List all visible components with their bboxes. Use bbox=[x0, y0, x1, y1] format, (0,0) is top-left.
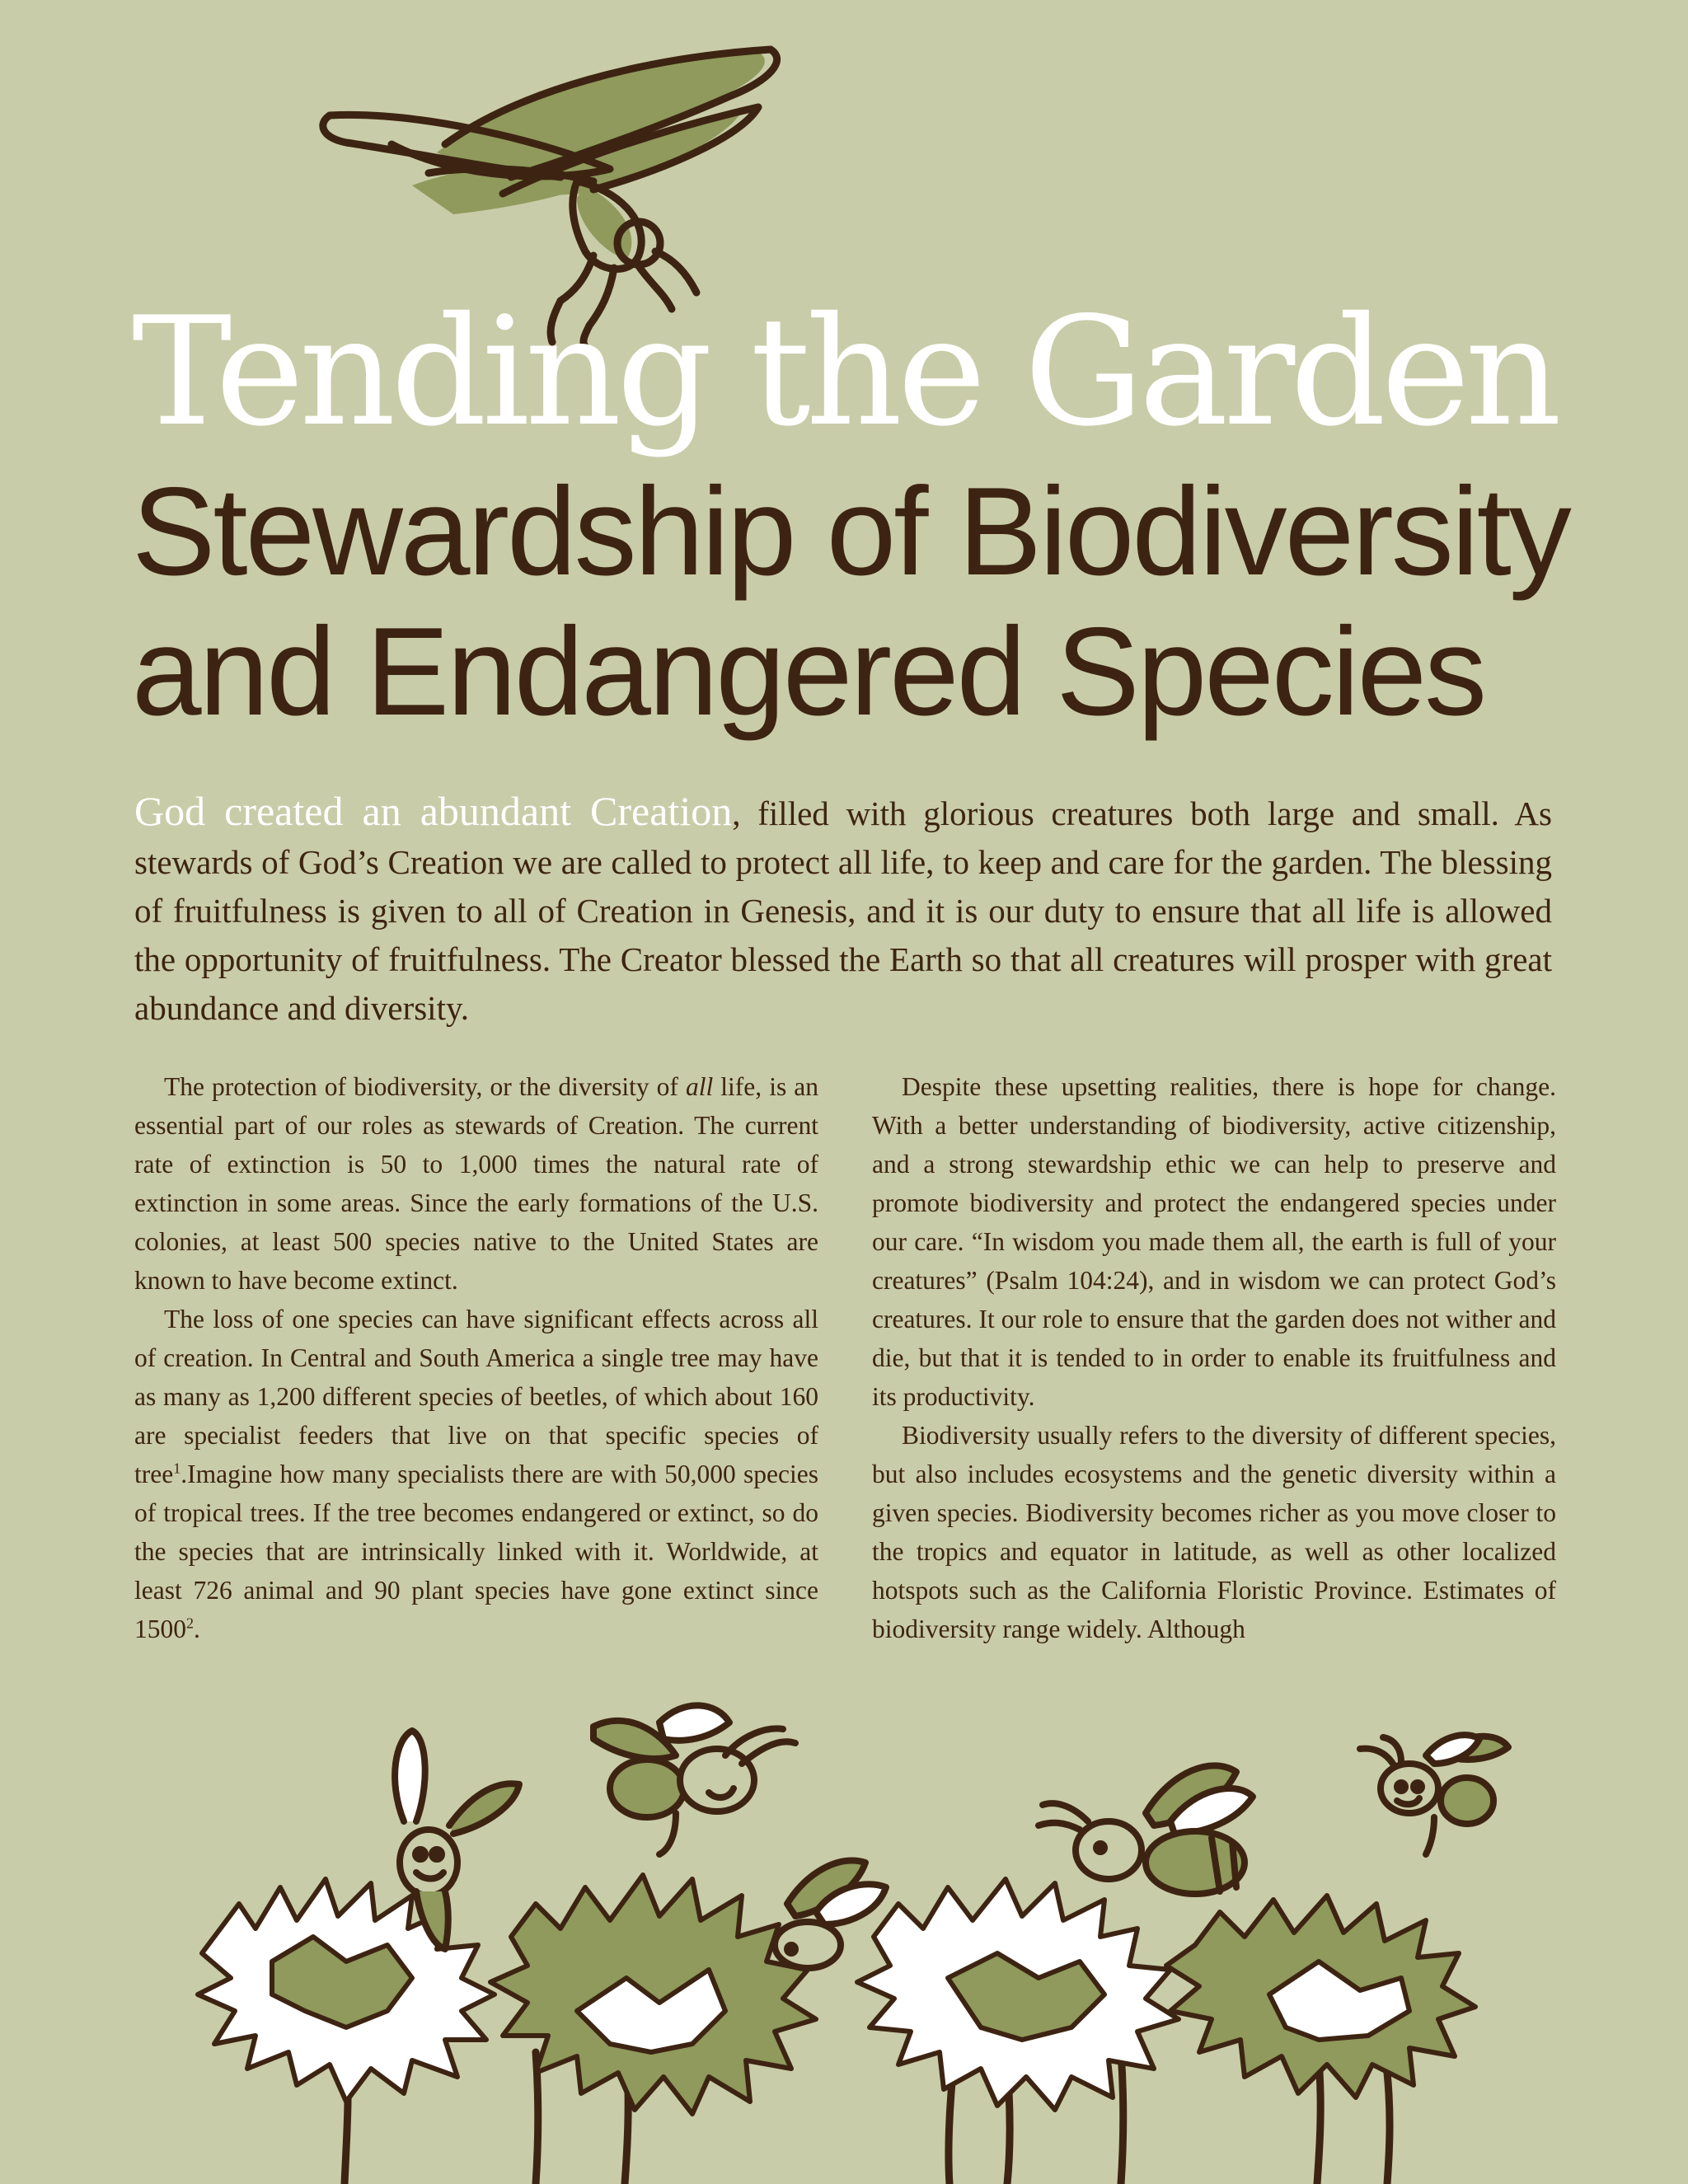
intro-text: , filled with glorious creatures both large and small. As stewards of God’s Creation we are called to protect all life, to keep and care for the garden. The blessing of fruitfulness is given to all of Creation in Genesis, and it is our duty to ensure that all life is allowed the opportunity of fruitfulness. The Creator blessed the Earth so that all creatures will prosper with great abundance and diversity. bbox=[134, 794, 1552, 1027]
right-paragraph-1: Despite these upsetting realities, there is hope for change. With a better understanding of biodiversity, active citizenship, and a strong stewardship ethic we can help to preserve and promote biodiversity and protect the endangered species under our care. “In wisdom you made them all, the earth is full of your creatures” (Psalm 104:24), and in wisdom we can protect God’s creatures. It our role to ensure that the garden does not wither and die, but that it is tended to in order to enable its fruitfulness and its productivity. bbox=[872, 1072, 1556, 1411]
intro-paragraph bbox=[134, 787, 1552, 1033]
text-span: The protection of biodiversity, or the diversity of bbox=[164, 1072, 686, 1101]
footnote-ref: 1 bbox=[173, 1460, 181, 1477]
text-span: . bbox=[194, 1615, 200, 1643]
subtitle-line-1: Stewardship of Biodiversity bbox=[132, 462, 1569, 602]
page-subtitle bbox=[132, 462, 1569, 742]
emphasis-text: all bbox=[685, 1072, 714, 1101]
body-columns bbox=[134, 1067, 1556, 1648]
left-paragraph-1 bbox=[134, 1067, 818, 1300]
text-span: life, is an essential part of our roles as stewards of Creation. The current rate of extinction is 50 to 1,000 times the natural rate of extinction in some areas. Since the early formations of the U.S. colonies, at least 500 species native to the United States are known to have become extinct. bbox=[134, 1072, 819, 1295]
right-paragraph-2: Biodiversity usually refers to the diversity of different species, but also includes ecosystems and the genetic diversity within a given species. Biodiversity becomes richer as you move closer to the tropics and equator in latitude, as well as other localized hotspots such as the California Floristic Province. Estimates of biodiversity range widely. Although bbox=[872, 1421, 1556, 1643]
text-span: The loss of one species can have significant effects across all of creation. In Central and South America a single tree may have as many as 1,200 different species of beetles, of which about 160 are specialist feeders that live on that specific species of tree bbox=[134, 1305, 818, 1488]
bees-and-flowers-illustration bbox=[0, 1665, 1688, 2184]
left-paragraph-2 bbox=[134, 1300, 818, 1648]
subtitle-line-2: and Endangered Species bbox=[132, 602, 1485, 742]
right-column bbox=[872, 1067, 1556, 1648]
text-span: .Imagine how many specialists there are with 50,000 species of tropical trees. If the tree becomes endangered or extinct, so do the species that are intrinsically linked with it. Worldwide, at least 726 animal and 90 plant species have gone extinct since 1500 bbox=[134, 1460, 818, 1643]
page-title: Tending the Garden bbox=[132, 284, 1557, 459]
left-column bbox=[134, 1067, 818, 1648]
footnote-ref: 2 bbox=[186, 1615, 194, 1632]
intro-lead: God created an abundant Creation bbox=[134, 788, 733, 834]
